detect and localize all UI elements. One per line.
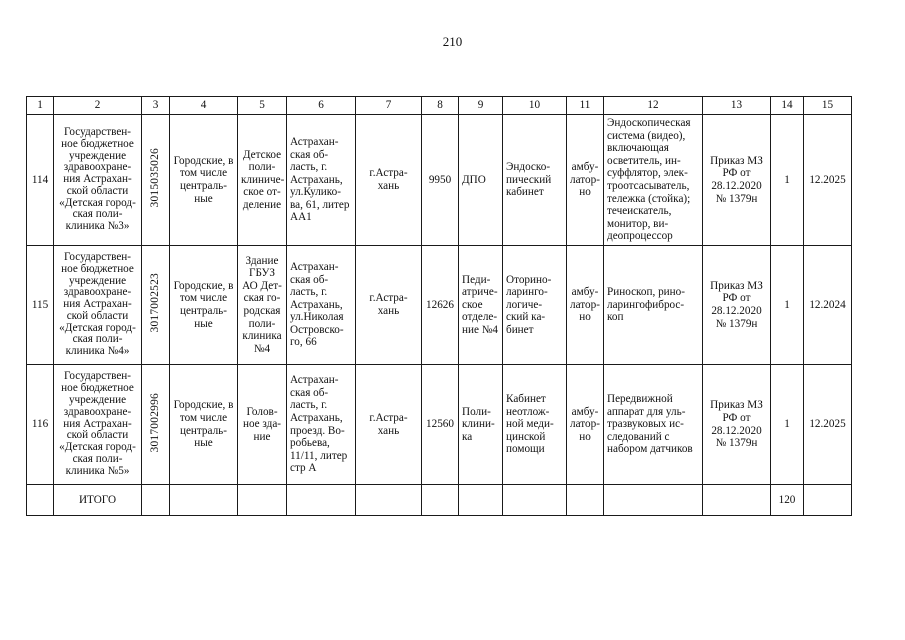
header-cell: 11	[567, 97, 604, 115]
care-mode: амбу-латор-но	[567, 365, 604, 485]
code: 9950	[422, 115, 459, 246]
building: Здание ГБУЗ АО Дет-ская го-родская поли-клиника №4	[238, 246, 287, 365]
settlement-type: Городские, в том числе централь-ные	[170, 246, 238, 365]
address: Астрахан-ская об-ласть, г. Астрахань, проезд. Во-робьева, 11/11, литер стр А	[287, 365, 356, 485]
code: 12560	[422, 365, 459, 485]
city: г.Астра-хань	[356, 115, 422, 246]
inn-value: 3015035026	[149, 148, 162, 208]
header-cell: 13	[703, 97, 771, 115]
department: ДПО	[459, 115, 503, 246]
empty-cell	[238, 485, 287, 516]
settlement-type: Городские, в том числе централь-ные	[170, 115, 238, 246]
empty-cell	[703, 485, 771, 516]
header-cell: 8	[422, 97, 459, 115]
empty-cell	[170, 485, 238, 516]
city: г.Астра-хань	[356, 365, 422, 485]
order-ref: Приказ МЗ РФ от 28.12.2020 № 1379н	[703, 365, 771, 485]
empty-cell	[604, 485, 703, 516]
header-cell: 12	[604, 97, 703, 115]
total-label: ИТОГО	[54, 485, 142, 516]
header-cell: 4	[170, 97, 238, 115]
inn-cell	[142, 246, 170, 365]
header-cell: 14	[771, 97, 804, 115]
date: 12.2025	[804, 365, 852, 485]
date: 12.2024	[804, 246, 852, 365]
header-cell: 5	[238, 97, 287, 115]
header-cell: 1	[27, 97, 54, 115]
total-value: 120	[771, 485, 804, 516]
quantity: 1	[771, 115, 804, 246]
header-cell: 10	[503, 97, 567, 115]
institution-name: Государствен-ное бюджетное учреждение здравоохране-ния Астрахан-ской области «Детская город-ская поли-клиника №3»	[54, 115, 142, 246]
empty-cell	[356, 485, 422, 516]
empty-cell	[27, 485, 54, 516]
equipment: Риноскоп, рино-ларингофиброс-коп	[604, 246, 703, 365]
header-cell: 9	[459, 97, 503, 115]
empty-cell	[503, 485, 567, 516]
quantity: 1	[771, 365, 804, 485]
care-mode: амбу-латор-но	[567, 115, 604, 246]
city: г.Астра-хань	[356, 246, 422, 365]
row-number: 115	[27, 246, 54, 365]
empty-cell	[804, 485, 852, 516]
address: Астрахан-ская об-ласть, г. Астрахань, ул.Кулико-ва, 61, литер АА1	[287, 115, 356, 246]
quantity: 1	[771, 246, 804, 365]
building: Голов-ное зда-ние	[238, 365, 287, 485]
empty-cell	[422, 485, 459, 516]
page-number: 210	[442, 34, 463, 49]
table-header-row	[27, 97, 852, 115]
institution-name: Государствен-ное бюджетное учреждение здравоохране-ния Астрахан-ской области «Детская город-ская поли-клиника №5»	[54, 365, 142, 485]
total-row	[27, 485, 852, 516]
row-number: 114	[27, 115, 54, 246]
header-cell: 6	[287, 97, 356, 115]
inn-cell	[142, 115, 170, 246]
inn-cell	[142, 365, 170, 485]
order-ref: Приказ МЗ РФ от 28.12.2020 № 1379н	[703, 246, 771, 365]
cabinet: Эндоско-пический кабинет	[503, 115, 567, 246]
equipment: Эндоскопическая система (видео), включающая осветитель, ин-суффлятор, элек-троотсасыватель, тележка (стойка); течеискатель, монитор, ви-деопроцессор	[604, 115, 703, 246]
care-mode: амбу-латор-но	[567, 246, 604, 365]
table-row	[27, 246, 852, 365]
equipment: Передвижной аппарат для уль-тразвуковых ис-следований с набором датчиков	[604, 365, 703, 485]
cabinet: Оторино-ларинго-логиче-ский ка-бинет	[503, 246, 567, 365]
header-cell: 7	[356, 97, 422, 115]
order-ref: Приказ МЗ РФ от 28.12.2020 № 1379н	[703, 115, 771, 246]
inn-value: 3017002523	[149, 273, 162, 333]
settlement-type: Городские, в том числе централь-ные	[170, 365, 238, 485]
equipment-table	[26, 96, 852, 516]
code: 12626	[422, 246, 459, 365]
institution-name: Государствен-ное бюджетное учреждение здравоохране-ния Астрахан-ской области «Детская город-ская поли-клиника №4»	[54, 246, 142, 365]
building: Детское поли-клиниче-ское от-деление	[238, 115, 287, 246]
header-cell: 15	[804, 97, 852, 115]
department: Педи-атриче-ское отделе-ние №4	[459, 246, 503, 365]
empty-cell	[459, 485, 503, 516]
header-cell: 2	[54, 97, 142, 115]
date: 12.2025	[804, 115, 852, 246]
header-cell: 3	[142, 97, 170, 115]
empty-cell	[567, 485, 604, 516]
table-row	[27, 365, 852, 485]
row-number: 116	[27, 365, 54, 485]
inn-value: 3017002996	[149, 392, 162, 453]
table-row	[27, 115, 852, 246]
empty-cell	[287, 485, 356, 516]
department: Поли-клини-ка	[459, 365, 503, 485]
address: Астрахан-ская об-ласть, г. Астрахань, ул.Николая Островско-го, 66	[287, 246, 356, 365]
cabinet: Кабинет неотлож-ной меди-цинской помощи	[503, 365, 567, 485]
empty-cell	[142, 485, 170, 516]
